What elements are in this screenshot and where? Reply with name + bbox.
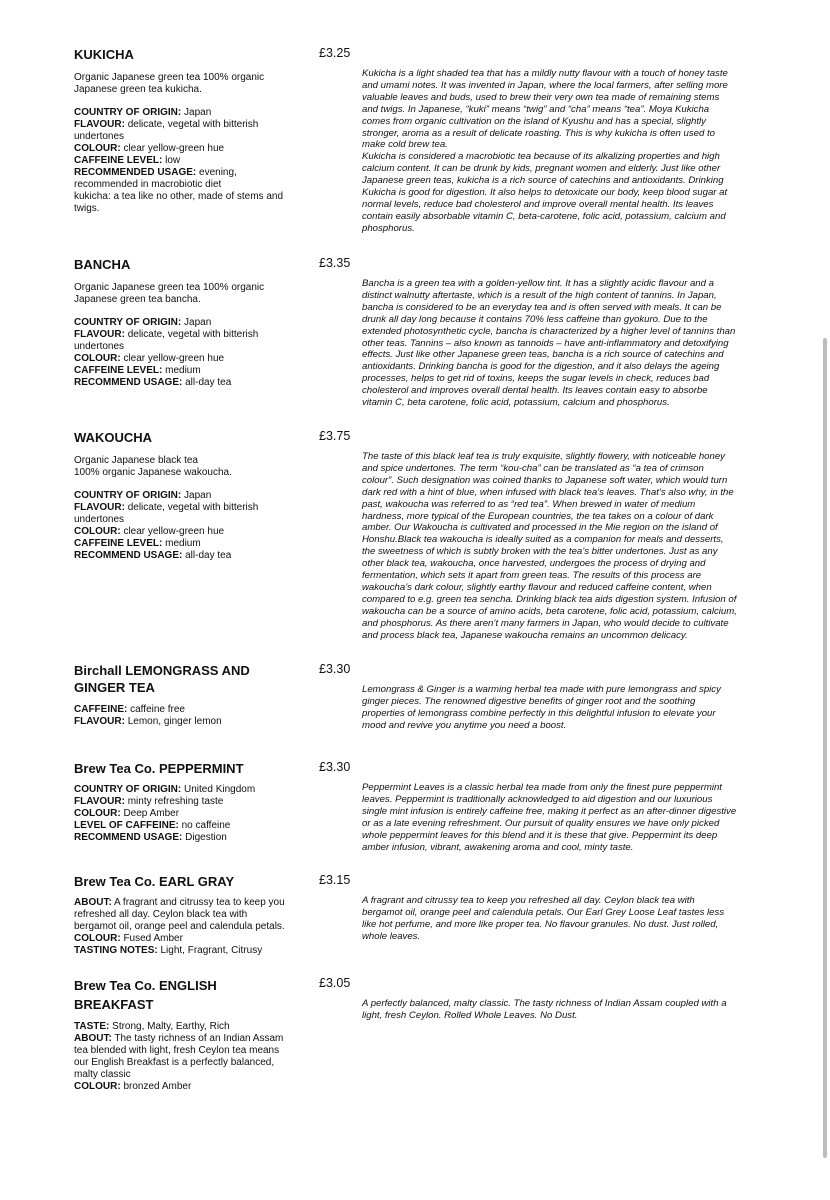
- tea-name: BANCHA: [74, 257, 131, 272]
- detail-value: Fused Amber: [123, 933, 183, 944]
- text-line: [74, 716, 310, 728]
- tea-description: [362, 278, 780, 409]
- text-line: [74, 353, 310, 365]
- text-line: and umami notes. It was invented in Japan, where the local farmers, after selling more: [362, 79, 728, 91]
- detail-label: ABOUT:: [74, 897, 112, 908]
- detail-value: Strong, Malty, Earthy, Rich: [112, 1021, 230, 1032]
- text-line: [74, 329, 310, 341]
- text-line: Japanese green teas, kukicha is a rich source of catechins and antioxidants. Drinking: [362, 175, 724, 187]
- text-line: [74, 933, 310, 945]
- scrollbar-thumb[interactable]: [823, 338, 827, 1158]
- detail-label: TASTE:: [74, 1021, 110, 1032]
- text-line: [74, 820, 310, 832]
- text-line: [74, 1081, 310, 1093]
- detail-label: COLOUR:: [74, 143, 121, 154]
- tea-info: [74, 46, 310, 215]
- detail-label: FLAVOUR:: [74, 502, 125, 513]
- text-line: [74, 704, 310, 716]
- text-line: Kukicha is a light shaded tea that has a mildly nutty flavour with a touch of honey taste: [362, 68, 728, 79]
- tea-price: £3.15: [319, 873, 351, 887]
- text-line: [74, 550, 310, 562]
- text-line: [74, 796, 310, 808]
- detail-label: CAFFEINE:: [74, 704, 128, 715]
- tea-info: [74, 760, 310, 844]
- text-line: and twigs. In Japanese, “kuki” means “twig” and “cha” means “tea”. Moya Kukicha: [362, 103, 710, 115]
- tea-intro: [74, 282, 310, 306]
- detail-label: RECOMMEND USAGE:: [74, 377, 183, 388]
- text-line: twigs.: [74, 203, 100, 214]
- detail-label: RECOMMEND USAGE:: [74, 550, 183, 561]
- text-line: Lemongrass & Ginger is a warming herbal tea made with pure lemongrass and spicy: [362, 684, 721, 695]
- text-line: [74, 119, 310, 131]
- text-line: [74, 1021, 310, 1033]
- text-line: 100% organic Japanese wakoucha.: [74, 467, 232, 478]
- text-line: [74, 155, 310, 167]
- text-line: like hot perfume, and more like proper tea. No flavour granules. No dust. Just rolled,: [362, 918, 719, 930]
- tea-intro: [74, 455, 310, 479]
- tea-price: £3.05: [319, 976, 351, 990]
- text-line: [74, 897, 310, 909]
- text-line: other teas. Tannins – also known as tannoids – have anti-inflammatory and detoxifying: [362, 337, 729, 349]
- text-line: Japanese green tea kukicha.: [74, 84, 202, 95]
- tea-details: [74, 107, 310, 215]
- text-line: properties of lemongrass combine perfectly in this delightful infusion to elevate your: [362, 707, 716, 719]
- detail-label: COUNTRY OF ORIGIN:: [74, 107, 182, 118]
- tea-details: [74, 897, 310, 957]
- tea-name-line: Brew Tea Co. ENGLISH: [74, 978, 217, 993]
- detail-value: Digestion: [185, 832, 227, 843]
- text-line: normal levels, reduce bad cholesterol and improve overall mental health. Its leaves: [362, 198, 714, 210]
- detail-label: COUNTRY OF ORIGIN:: [74, 490, 182, 501]
- text-line: single mint infusion is entirely caffeine free, making it perfect as an after-dinner digestive: [362, 805, 737, 817]
- tea-details: [74, 490, 310, 562]
- tea-description: [362, 895, 780, 943]
- text-line: A fragrant and citrussy tea to keep you refreshed all day. Ceylon black tea with: [362, 895, 695, 906]
- tea-name-line: BREAKFAST: [74, 997, 154, 1012]
- tea-intro: [74, 72, 310, 96]
- text-line: fermentation, which sets it apart from green teas. The results of this process are: [362, 570, 702, 582]
- text-line: [74, 784, 310, 796]
- text-line: hardness, more typical of the European countries, the tea takes on a colour of dark: [362, 510, 714, 522]
- detail-value: minty refreshing taste: [127, 796, 224, 807]
- text-line: our English Breakfast is a perfectly balanced,: [74, 1057, 275, 1068]
- text-line: Organic Japanese black tea: [74, 455, 198, 466]
- text-line: [74, 538, 310, 550]
- detail-value: clear yellow-green hue: [123, 526, 225, 537]
- detail-label: LEVEL OF CAFFEINE:: [74, 820, 179, 831]
- text-line: refreshed all day. Ceylon black tea with: [74, 909, 248, 920]
- text-line: or as a late evening refreshment. Our pursuit of quality ensures we have only picked: [362, 817, 720, 829]
- detail-value: Deep Amber: [123, 808, 180, 819]
- text-line: undertones: [74, 341, 125, 352]
- detail-label: COLOUR:: [74, 1081, 121, 1092]
- tea-name: Brew Tea Co. EARL GRAY: [74, 874, 235, 889]
- text-line: Organic Japanese green tea 100% organic: [74, 282, 265, 293]
- text-line: amber. Our Wakoucha is cultivated and processed in the Mie region on the island of: [362, 522, 718, 534]
- text-line: calcium content. It can be drunk by kids, pregnant women and elderly. Just like other: [362, 163, 721, 175]
- text-line: [74, 526, 310, 538]
- tea-description: [362, 684, 780, 732]
- text-line: valuable leaves and buds, used to brew their very own tea made of remaining stems: [362, 91, 720, 103]
- tea-info: [74, 662, 310, 728]
- detail-value: caffeine free: [130, 704, 185, 715]
- text-line: contain easily absorbable vitamin C, beta-carotene, folic acid, potassium, calcium and: [362, 210, 726, 222]
- text-line: bancha is considered to be an everyday tea and is often served with meals. It can be: [362, 301, 722, 313]
- text-line: comes from organic cultivation on the island of Kyushu and has a special, slightly: [362, 115, 706, 127]
- detail-value: bronzed Amber: [123, 1081, 192, 1092]
- detail-value: United Kingdom: [184, 784, 256, 795]
- detail-value: all-day tea: [185, 377, 232, 388]
- detail-value: Japan: [184, 490, 212, 501]
- text-line: bergamot oil, orange peel and calendula petals. Our Earl Grey Loose Leaf tastes less: [362, 906, 725, 918]
- text-line: [74, 502, 310, 514]
- text-line: [74, 365, 310, 377]
- text-line: vitamin C, beta carotene, folic acid, potassium, calcium and phosphorus.: [362, 397, 670, 409]
- text-line: and phosphorus. As there aren’t many farmers in Japan, who would decide to cultivate: [362, 617, 729, 629]
- detail-value: medium: [165, 538, 201, 549]
- tea-details: [74, 704, 310, 728]
- text-line: other black tea, wakoucha, once harvested, undergoes the process of drying and: [362, 558, 706, 570]
- tea-price: £3.35: [319, 256, 351, 270]
- text-line: phosphorus.: [362, 222, 415, 234]
- text-line: Organic Japanese green tea 100% organic: [74, 72, 265, 83]
- text-line: Honshu.Black tea wakoucha is ideally suited as a companion for meals and desserts,: [362, 534, 724, 546]
- text-line: and spice undertones. The term “kou-cha” can be translated as “a tea of crimson: [362, 462, 704, 474]
- detail-value: no caffeine: [181, 820, 231, 831]
- text-line: Japanese green tea bancha.: [74, 294, 201, 305]
- detail-value: Japan: [184, 317, 212, 328]
- text-line: kukicha: a tea like no other, made of stems and: [74, 191, 284, 202]
- text-line: malty classic: [74, 1069, 131, 1080]
- text-line: make cold brew tea.: [362, 139, 448, 151]
- detail-value: low: [165, 155, 181, 166]
- tea-info: [74, 256, 310, 389]
- text-line: bergamot oil, orange peel and calendula petals.: [74, 921, 285, 932]
- detail-label: CAFFEINE LEVEL:: [74, 155, 163, 166]
- detail-label: COLOUR:: [74, 933, 121, 944]
- tea-description: [362, 451, 780, 642]
- text-line: dark red with a hint of blue, when infused with black tea’s leaves. That’s also why, in the: [362, 486, 734, 498]
- tea-name-line: Birchall LEMONGRASS AND: [74, 663, 250, 678]
- text-line: effects. Just like other Japanese green teas, bancha is a rich source of catechins and: [362, 349, 724, 361]
- detail-label: COUNTRY OF ORIGIN:: [74, 784, 182, 795]
- text-line: [74, 832, 310, 844]
- tea-name: [74, 976, 310, 1014]
- text-line: [74, 107, 310, 119]
- detail-label: RECOMMEND USAGE:: [74, 832, 183, 843]
- text-line: colour”. Such designation was coined thanks to Japanese soft water, which would turn: [362, 474, 728, 486]
- tea-description: [362, 68, 780, 235]
- detail-value: delicate, vegetal with bitterish: [127, 119, 259, 130]
- detail-label: FLAVOUR:: [74, 119, 125, 130]
- text-line: wakoucha’s dark colour, slightly earthy flavour and reduced caffeine content, when: [362, 581, 712, 593]
- tea-details: [74, 1021, 310, 1093]
- detail-label: COLOUR:: [74, 353, 121, 364]
- text-line: undertones: [74, 131, 125, 142]
- detail-value: A fragrant and citrussy tea to keep you: [114, 897, 285, 908]
- tea-info: [74, 873, 310, 957]
- text-line: wakoucha can be a source of amino acids, beta carotene, folic acid, potassium, calcium,: [362, 605, 737, 617]
- text-line: Kukicha is good for digestion. It also helps to detoxicate our body, keep blood sugar at: [362, 187, 728, 199]
- detail-value: Japan: [184, 107, 212, 118]
- text-line: extended photosynthetic cycle, bancha is characterized by a higher level of tannins than: [362, 325, 736, 337]
- text-line: Peppermint Leaves is a classic herbal tea made from only the finest pure peppermint: [362, 782, 722, 793]
- text-line: antioxidants. Drinking bancha is good for the digestion, and it also delays the ageing: [362, 361, 720, 373]
- text-line: recommended in macrobiotic diet: [74, 179, 222, 190]
- text-line: A perfectly balanced, malty classic. The tasty richness of Indian Assam coupled with a: [362, 998, 727, 1009]
- scrollbar-track[interactable]: [820, 0, 830, 1200]
- detail-value: clear yellow-green hue: [123, 353, 225, 364]
- text-line: [74, 143, 310, 155]
- detail-value: delicate, vegetal with bitterish: [127, 329, 259, 340]
- detail-value: evening,: [199, 167, 237, 178]
- text-line: compared to e.g. green tea sencha. Drinking black tea aids digestion system. Infusion of: [362, 593, 737, 605]
- tea-info: [74, 976, 310, 1093]
- text-line: amber infusion, vibrant, awakening aroma and cool, minty taste.: [362, 841, 634, 853]
- detail-value: delicate, vegetal with bitterish: [127, 502, 259, 513]
- tea-price: £3.75: [319, 429, 351, 443]
- text-line: past, wakoucha was referred to as “red tea”. When brewed in water of medium: [362, 498, 696, 510]
- tea-description: [362, 998, 780, 1022]
- text-line: The taste of this black leaf tea is truly exquisite, slightly flowery, with noticeable honey: [362, 451, 725, 462]
- text-line: undertones: [74, 514, 125, 525]
- tea-description: [362, 782, 780, 853]
- detail-label: FLAVOUR:: [74, 796, 125, 807]
- detail-label: COLOUR:: [74, 526, 121, 537]
- text-line: Bancha is a green tea with a golden-yellow tint. It has a slightly acidic flavour and a: [362, 278, 714, 289]
- detail-value: Light, Fragrant, Citrusy: [160, 945, 263, 956]
- text-line: whole peppermint leaves for this blend and it is these that give. Peppermint its deep: [362, 829, 718, 841]
- text-line: leaves. Peppermint is traditionally acknowledged to aid digestion and our luxurious: [362, 793, 713, 805]
- text-line: [74, 490, 310, 502]
- text-line: tea blended with light, fresh Ceylon tea means: [74, 1045, 280, 1056]
- text-line: [74, 808, 310, 820]
- tea-name: Brew Tea Co. PEPPERMINT: [74, 761, 244, 776]
- tea-name: [74, 662, 310, 696]
- text-line: processes, helps to get rid of toxins, keeps the sugar levels in check, reduces bad: [362, 373, 710, 385]
- tea-price: £3.30: [319, 760, 351, 774]
- detail-value: The tasty richness of an Indian Assam: [114, 1033, 284, 1044]
- text-line: [74, 317, 310, 329]
- text-line: whole leaves.: [362, 930, 421, 942]
- text-line: the sweetness of which is subtly broken with the tea’s bitter undertones. Just as any: [362, 546, 718, 558]
- tea-name: WAKOUCHA: [74, 430, 152, 445]
- text-line: cholesterol and improves overall dental health. Its leaves contain easy to absorbe: [362, 385, 708, 397]
- tea-details: [74, 784, 310, 844]
- detail-label: FLAVOUR:: [74, 716, 125, 727]
- tea-price: £3.30: [319, 662, 351, 676]
- detail-label: CAFFEINE LEVEL:: [74, 538, 163, 549]
- detail-value: Lemon, ginger lemon: [127, 716, 222, 727]
- tea-info: [74, 429, 310, 562]
- text-line: [74, 167, 310, 179]
- text-line: Kukicha is considered a macrobiotic tea because of its alkalizing properties and high: [362, 151, 720, 163]
- text-line: [74, 945, 310, 957]
- text-line: [74, 1033, 310, 1045]
- text-line: drunk all day long because it contains 70% less caffeine than gyokuro. Due to the: [362, 313, 708, 325]
- tea-details: [74, 317, 310, 389]
- detail-label: RECOMMENDED USAGE:: [74, 167, 197, 178]
- text-line: stronger, aroma as a result of delicate roasting. This is why kukicha is often used to: [362, 127, 716, 139]
- text-line: ginger pieces. The renowned digestive benefits of ginger root and the soothing: [362, 695, 696, 707]
- detail-label: COLOUR:: [74, 808, 121, 819]
- detail-value: clear yellow-green hue: [123, 143, 225, 154]
- detail-label: TASTING NOTES:: [74, 945, 158, 956]
- detail-value: medium: [165, 365, 201, 376]
- text-line: and process black tea, Japanese wakoucha remains an uncommon delicacy.: [362, 629, 688, 641]
- detail-label: FLAVOUR:: [74, 329, 125, 340]
- detail-value: all-day tea: [185, 550, 232, 561]
- tea-name-line: GINGER TEA: [74, 680, 155, 695]
- text-line: distinct walnutty aftertaste, which is a result of the high content of tannins. In Japan,: [362, 289, 717, 301]
- tea-name: KUKICHA: [74, 47, 134, 62]
- text-line: mood and revive you anytime you need a boost.: [362, 719, 567, 731]
- tea-price: £3.25: [319, 46, 351, 60]
- text-line: light, fresh Ceylon. Rolled Whole Leaves. No Dust.: [362, 1009, 578, 1021]
- text-line: [74, 377, 310, 389]
- detail-label: COUNTRY OF ORIGIN:: [74, 317, 182, 328]
- detail-label: ABOUT:: [74, 1033, 112, 1044]
- detail-label: CAFFEINE LEVEL:: [74, 365, 163, 376]
